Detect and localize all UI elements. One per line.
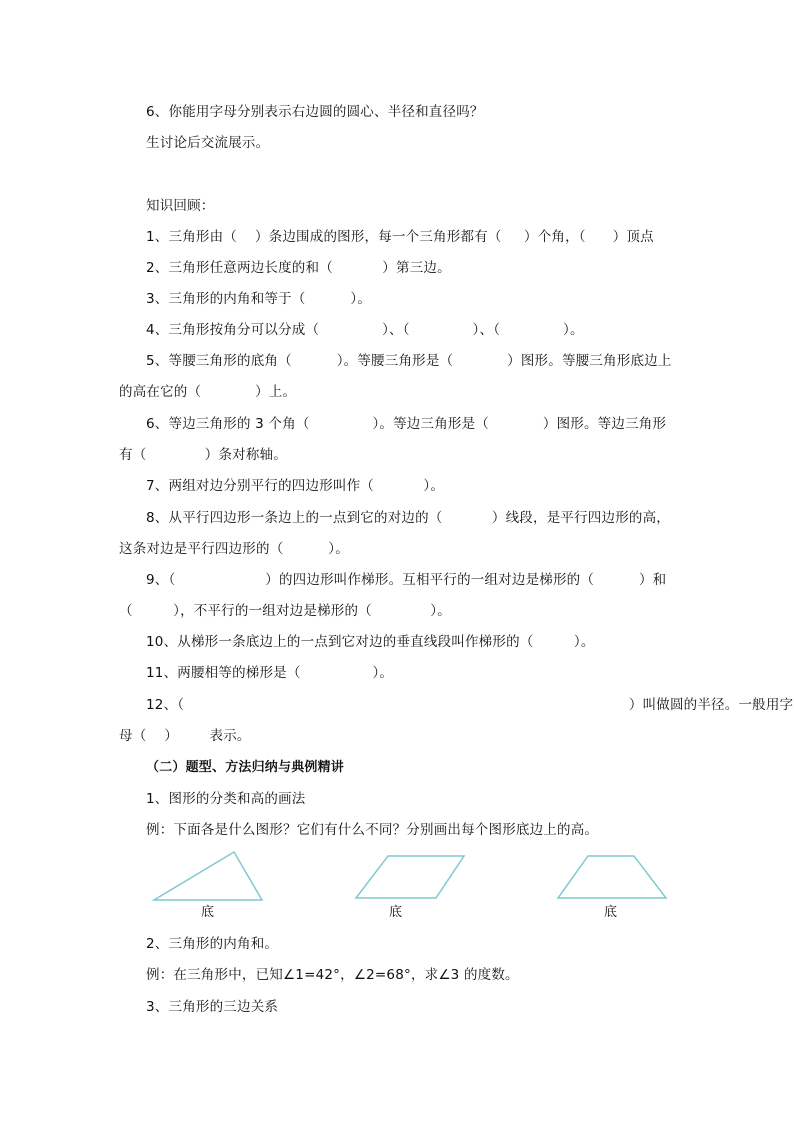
section-2-heading: （二）题型、方法归纳与典例精讲 xyxy=(146,760,345,775)
review-item-11: 11、两腰相等的梯形是（ ）。 xyxy=(146,665,394,681)
review-item-12-line-1: 12、（ ）叫做圆的半径。一般用字 xyxy=(146,697,794,713)
method-2-title: 2、三角形的内角和。 xyxy=(146,936,279,952)
discussion-note: 生讨论后交流展示。 xyxy=(146,135,270,151)
review-item-9-line-1: 9、（ ）的四边形叫作梯形。互相平行的一组对边是梯形的（ ）和 xyxy=(146,572,667,588)
review-item-5-line-2: 的高在它的（ ）上。 xyxy=(119,384,297,400)
review-item-9-line-2: （ ），不平行的一组对边是梯形的（ ）。 xyxy=(119,603,451,619)
triangle-figure xyxy=(150,848,270,904)
review-item-4: 4、三角形按角分可以分成（ ）、（ ）、（ ）。 xyxy=(146,322,584,338)
question-6: 6、你能用字母分别表示右边圆的圆心、半径和直径吗？ xyxy=(146,104,484,120)
review-heading: 知识回顾： xyxy=(146,198,215,214)
review-item-7: 7、两组对边分别平行的四边形叫作（ ）。 xyxy=(146,478,445,494)
review-item-10: 10、从梯形一条底边上的一点到它对边的垂直线段叫作梯形的（ ）。 xyxy=(146,634,595,650)
trapezoid-base-label: 底 xyxy=(604,905,618,920)
review-item-12-line-2: 母（ ） 表示。 xyxy=(119,728,251,744)
method-3-title: 3、三角形的三边关系 xyxy=(146,999,279,1015)
review-item-8-line-2: 这条对边是平行四边形的（ ）。 xyxy=(119,541,349,557)
review-item-1: 1、三角形由（ ）条边围成的图形，每一个三角形都有（ ）个角，（ ）顶点 xyxy=(146,229,654,245)
review-item-2: 2、三角形任意两边长度的和（ ）第三边。 xyxy=(146,260,451,276)
method-1-title: 1、图形的分类和高的画法 xyxy=(146,791,306,807)
review-item-6-line-1: 6、等边三角形的 3 个角（ ）。等边三角形是（ ）图形。等边三角形 xyxy=(146,416,667,432)
review-item-6-line-2: 有（ ）条对称轴。 xyxy=(119,447,287,463)
review-item-8-line-1: 8、从平行四边形一条边上的一点到它的对边的（ ）线段，是平行四边形的高， xyxy=(146,510,670,526)
parallelogram-figure xyxy=(352,852,468,902)
triangle-base-label: 底 xyxy=(201,905,215,920)
review-item-3: 3、三角形的内角和等于（ ）。 xyxy=(146,291,372,307)
parallelogram-base-label: 底 xyxy=(389,905,403,920)
method-2-example: 例：在三角形中，已知∠1=42°，∠2=68°，求∠3 的度数。 xyxy=(146,967,519,983)
trapezoid-figure xyxy=(554,852,670,902)
review-item-5-line-1: 5、等腰三角形的底角（ ）。等腰三角形是（ ）图形。等腰三角形底边上 xyxy=(146,353,672,369)
method-1-example: 例：下面各是什么图形？它们有什么不同？分别画出每个图形底边上的高。 xyxy=(146,822,599,838)
